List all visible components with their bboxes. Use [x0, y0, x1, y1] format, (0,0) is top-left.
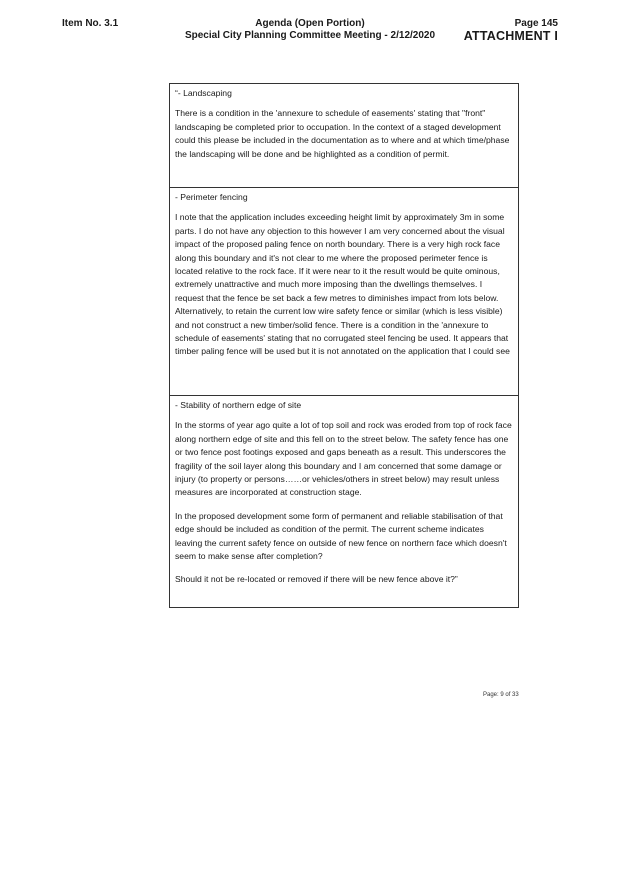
section-paragraph: In the storms of year ago quite a lot of top soil and rock was eroded from top of rock face along northern edge of site and this fell on to the street below. The safety fence has one or two fence post footings exposed and gaps beneath as a result. This underscores the fragility of the soil layer along this boundary and I am concerned that some damage or injury (to property or persons……or vehicles/others in street below) may result unless measures are incorporated at construction stage. — [175, 420, 512, 498]
item-number: Item No. 3.1 — [62, 18, 119, 29]
section-paragraph: I note that the application includes exceeding height limit by approximately 3m in some parts. I do not have any objection to this however I am very concerned about the visual impact of the proposed paling fence on north boundary. There is a very high rock face along this boundary and it's not clear to me where the proposed perimeter fence is located relative to the rock face. If it were near to it the result would be quite ominous, extremely unattractive and much more imposing than the dwellings themselves. I request that the fence be set back a few metres to diminishes impact from lots below. Alternatively, to retain the current low wire safety fence or similar (which is less visible) and not construct a new timber/solid fence. There is a condition in the 'annexure to schedule of easements' stating that no corrugated steel fencing be used. It appears that timber paling fence will be used but it is not annotated on the application that I could see — [175, 212, 510, 357]
section-heading: “- Landscaping — [175, 88, 232, 98]
section-landscaping — [170, 84, 518, 188]
section-stability — [170, 396, 518, 607]
section-perimeter-fencing — [170, 188, 518, 396]
attachment-label: ATTACHMENT I — [463, 29, 558, 43]
section-paragraph: Should it not be re-located or removed if there will be new fence above it?” — [175, 574, 458, 585]
meeting-header — [160, 18, 460, 42]
page-header-right — [464, 18, 558, 42]
submission-comment-table — [169, 83, 519, 608]
meeting-title: Special City Planning Committee Meeting - 2/12/2020 — [184, 30, 436, 41]
section-heading: - Perimeter fencing — [175, 192, 248, 202]
page-label: Page 145 — [514, 18, 558, 29]
section-paragraph: In the proposed development some form of permanent and reliable stabilisation of that edge should be included as condition of the permit. The current scheme indicates leaving the current safety fence on outside of new fence on northern face which doesn't seem to make sense after completion? — [175, 510, 507, 562]
page-footer-number: Page: 9 of 33 — [483, 692, 519, 698]
section-heading: - Stability of northern edge of site — [175, 400, 302, 410]
agenda-title: Agenda (Open Portion) — [255, 18, 365, 29]
section-paragraph: There is a condition in the 'annexure to schedule of easements' stating that "front" landscaping be completed prior to occupation. In the context of a staged development could this please be included in the documentation as to where and at which time/phase the landscaping will be done and be highlighted as a condition of permit. — [175, 108, 510, 159]
